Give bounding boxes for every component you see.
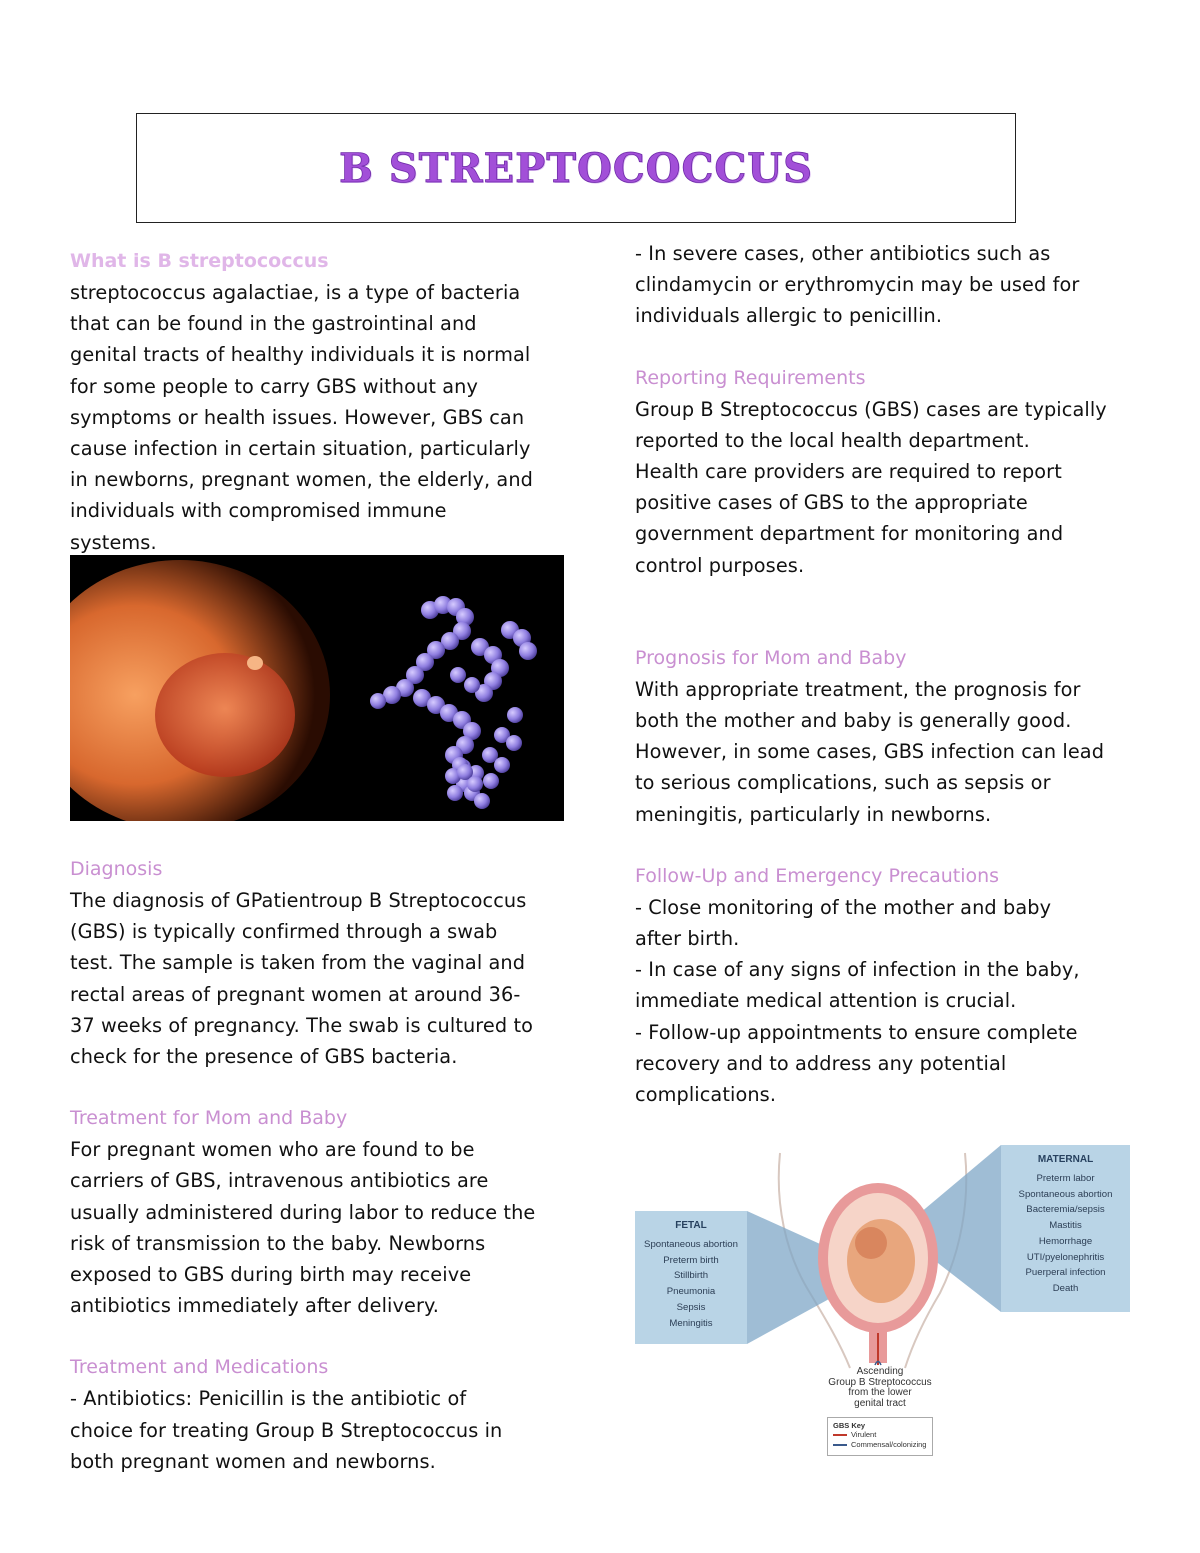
key-row-commensal <box>833 1440 927 1450</box>
fetal-item: Sepsis <box>676 1301 706 1313</box>
prognosis-body: With appropriate treatment, the prognosis for both the mother and baby is generally good. However, in some cases, GBS infection can lead to serious complications, such as sepsis or meningitis, particularly in newborns. <box>635 677 1105 826</box>
treatment-heading: Treatment for Mom and Baby <box>70 1107 348 1130</box>
fetal-item: Meningitis <box>669 1317 713 1329</box>
fetal-title: FETAL <box>675 1220 707 1231</box>
maternal-item: Puerperal infection <box>1025 1267 1106 1279</box>
title-box <box>136 113 1016 223</box>
prognosis-heading: Prognosis for Mom and Baby <box>635 646 907 669</box>
page-title: B STREPTOCOCCUS <box>339 144 813 192</box>
commensal-line-icon <box>833 1444 847 1446</box>
key-title: GBS Key <box>833 1421 866 1430</box>
fetal-item: Stillbirth <box>673 1270 709 1282</box>
reporting-heading: Reporting Requirements <box>635 366 866 389</box>
maternal-item: Spontaneous abortion <box>1018 1188 1113 1200</box>
virulent-line-icon <box>833 1434 847 1436</box>
key-virulent-label: Virulent <box>851 1430 877 1439</box>
ascending-label: Ascending Group B Streptococcus from the lower genital tract <box>828 1366 932 1409</box>
gbs-key <box>827 1417 933 1456</box>
maternal-item: Mastitis <box>1049 1220 1082 1232</box>
diagnosis-body: The diagnosis of GPatientroup B Streptococcus (GBS) is typically confirmed through a swab test. The sample is taken from the vaginal and rectal areas of pregnant women at around 36- 37 weeks of pregnancy. The swab is cultured to check for the presence of GBS bacteria. <box>70 889 533 1069</box>
what-is-body: streptococcus agalactiae, is a type of bacteria that can be found in the gastrointinal and genital tracts of healthy individuals it is normal for some people to carry GBS without any symptoms or health issues. However, GBS can cause infection in certain situation, particularly in newborns, pregnant women, the elderly, and individuals with compromised immune systems. <box>70 281 534 554</box>
fetal-item: Spontaneous abortion <box>644 1239 738 1250</box>
maternal-item: Bacteremia/sepsis <box>1026 1204 1105 1216</box>
left-column-lower <box>70 854 570 1477</box>
medications-body: - Antibiotics: Penicillin is the antibiotic of choice for treating Group B Streptococcus in both pregnant women and newborns. <box>70 1387 503 1473</box>
maternal-item: Preterm labor <box>1036 1173 1095 1184</box>
maternal-box <box>1001 1145 1130 1312</box>
maternal-title: MATERNAL <box>1037 1154 1094 1165</box>
right-column <box>635 238 1135 1110</box>
gbs-diagram <box>635 1143 1132 1461</box>
followup-heading: Follow-Up and Emergency Precautions <box>635 864 1000 887</box>
diagnosis-heading: Diagnosis <box>70 858 163 880</box>
left-column <box>70 246 570 558</box>
fetus-bacteria-image <box>70 555 564 821</box>
fetal-item: Pneumonia <box>666 1286 716 1298</box>
key-commensal-label: Commensal/colonizing <box>851 1440 927 1449</box>
maternal-item: UTI/pyelonephritis <box>1026 1251 1105 1263</box>
maternal-item: Hemorrhage <box>1038 1235 1093 1247</box>
treatment-body: For pregnant women who are found to be carriers of GBS, intravenous antibiotics are usually administered during labor to reduce the risk of transmission to the baby. Newborns exposed to GBS during birth may receive antibiotics immediately after delivery. <box>70 1138 536 1318</box>
fetal-box <box>635 1211 747 1344</box>
severe-cases-body: - In severe cases, other antibiotics such as clindamycin or erythromycin may be used for individuals allergic to penicillin. <box>635 242 1080 328</box>
medications-heading: Treatment and Medications <box>70 1356 329 1379</box>
key-row-virulent <box>833 1430 927 1440</box>
followup-body: - Close monitoring of the mother and baby after birth. - In case of any signs of infection in the baby, immediate medical attention is crucial. - Follow-up appointments to ensure complete recovery and to address any potential complications. <box>635 895 1080 1107</box>
what-is-heading: What is B streptococcus <box>70 250 329 272</box>
reporting-body: Group B Streptococcus (GBS) cases are typically reported to the local health department. Health care providers are required to report positive cases of GBS to the appropriate government department for monitoring and control purposes. <box>635 397 1107 577</box>
fetal-item: Preterm birth <box>663 1254 719 1266</box>
maternal-item: Death <box>1052 1282 1079 1294</box>
